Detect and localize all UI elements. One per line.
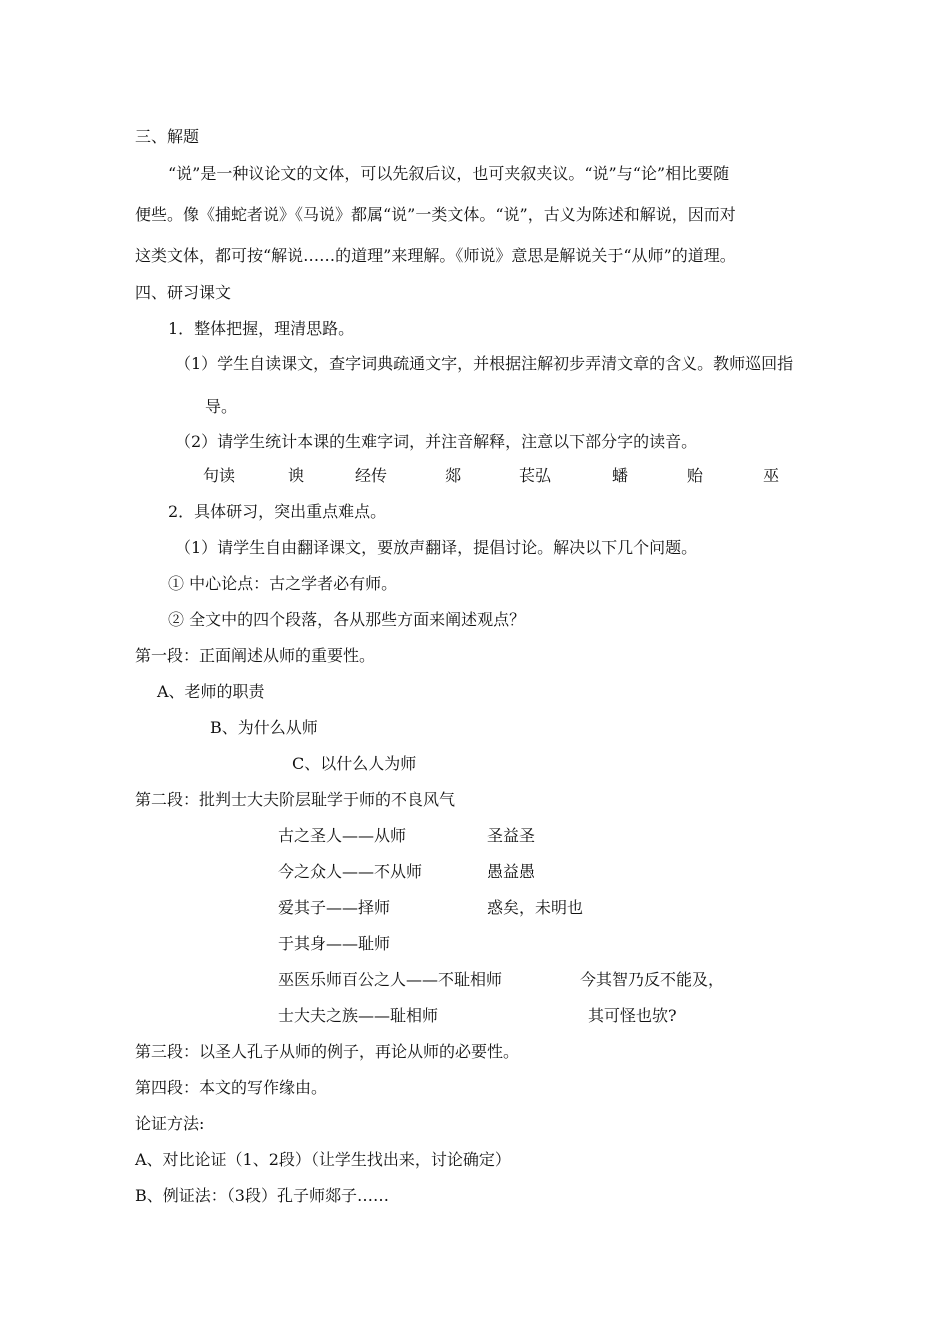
paragraph-line: 便些。像《捕蛇者说》《马说》都属“说”一类文体。“说”，古义为陈述和解说，因而对 <box>135 205 736 224</box>
section-heading-yanxi: 四、研习课文 <box>135 283 232 302</box>
vocab-word: 巫 <box>763 466 780 485</box>
question-item: ② 全文中的四个段落，各从那些方面来阐述观点？ <box>168 610 526 629</box>
vocab-list <box>0 465 950 487</box>
paragraph-title: 第一段：正面阐述从师的重要性。 <box>135 646 376 665</box>
paragraph-title: 第二段：批判士大夫阶层耻学于师的不良风气 <box>135 790 456 809</box>
vocab-word: 郯 <box>445 466 462 485</box>
contrast-right: 愚益愚 <box>487 862 536 881</box>
paragraph-line: “说”是一种议论文的文体，可以先叙后议，也可夹叙夹议。“说”与“论”相比要随 <box>168 164 730 183</box>
vocab-word: 蟠 <box>612 466 629 485</box>
paragraph-title: 第四段：本文的写作缘由。 <box>135 1078 328 1097</box>
contrast-left: 古之圣人——从师 <box>278 826 407 845</box>
vocab-word: 贻 <box>687 466 704 485</box>
contrast-right: 其可怪也欤? <box>588 1006 677 1025</box>
outline-item: B、为什么从师 <box>210 718 318 737</box>
methods-heading: 论证方法: <box>135 1114 205 1133</box>
vocab-word: 苌弘 <box>519 466 552 485</box>
list-item: （2）请学生统计本课的生难字词，并注音解释，注意以下部分字的读音。 <box>175 432 698 451</box>
method-item: B、例证法：（3段）孔子师郯子…… <box>135 1186 389 1205</box>
outline-item: C、以什么人为师 <box>292 754 417 773</box>
list-item: （1）请学生自由翻译课文，要放声翻译，提倡讨论。解决以下几个问题。 <box>175 538 698 557</box>
vocab-word: 谀 <box>288 466 305 485</box>
contrast-left: 今之众人——不从师 <box>278 862 423 881</box>
contrast-left: 于其身——耻师 <box>278 934 391 953</box>
outline-item: A、老师的职责 <box>157 682 265 701</box>
list-item: （1）学生自读课文，查字词典疏通文字，并根据注解初步弄清文章的含义。教师巡回指 <box>175 354 794 373</box>
section-heading-jieti: 三、解题 <box>135 127 200 146</box>
contrast-left: 巫医乐师百公之人——不耻相师 <box>278 970 503 989</box>
list-item: 导。 <box>205 397 238 416</box>
list-item: 1．整体把握，理清思路。 <box>168 319 355 338</box>
contrast-right: 惑矣，未明也 <box>487 898 584 917</box>
paragraph-line: 这类文体，都可按“解说……的道理”来理解。《师说》意思是解说关于“从师”的道理。 <box>135 246 736 265</box>
contrast-left: 士大夫之族——耻相师 <box>278 1006 439 1025</box>
list-item: 2．具体研习，突出重点难点。 <box>168 502 387 521</box>
contrast-right: 今其智乃反不能及， <box>580 970 725 989</box>
vocab-word: 句读 <box>203 466 236 485</box>
paragraph-title: 第三段：以圣人孔子从师的例子，再论从师的必要性。 <box>135 1042 520 1061</box>
method-item: A、对比论证（1、2段）（让学生找出来，讨论确定） <box>135 1150 511 1169</box>
contrast-right: 圣益圣 <box>487 826 536 845</box>
vocab-word: 经传 <box>355 466 388 485</box>
question-item: ① 中心论点：古之学者必有师。 <box>168 574 398 593</box>
contrast-left: 爱其子——择师 <box>278 898 391 917</box>
